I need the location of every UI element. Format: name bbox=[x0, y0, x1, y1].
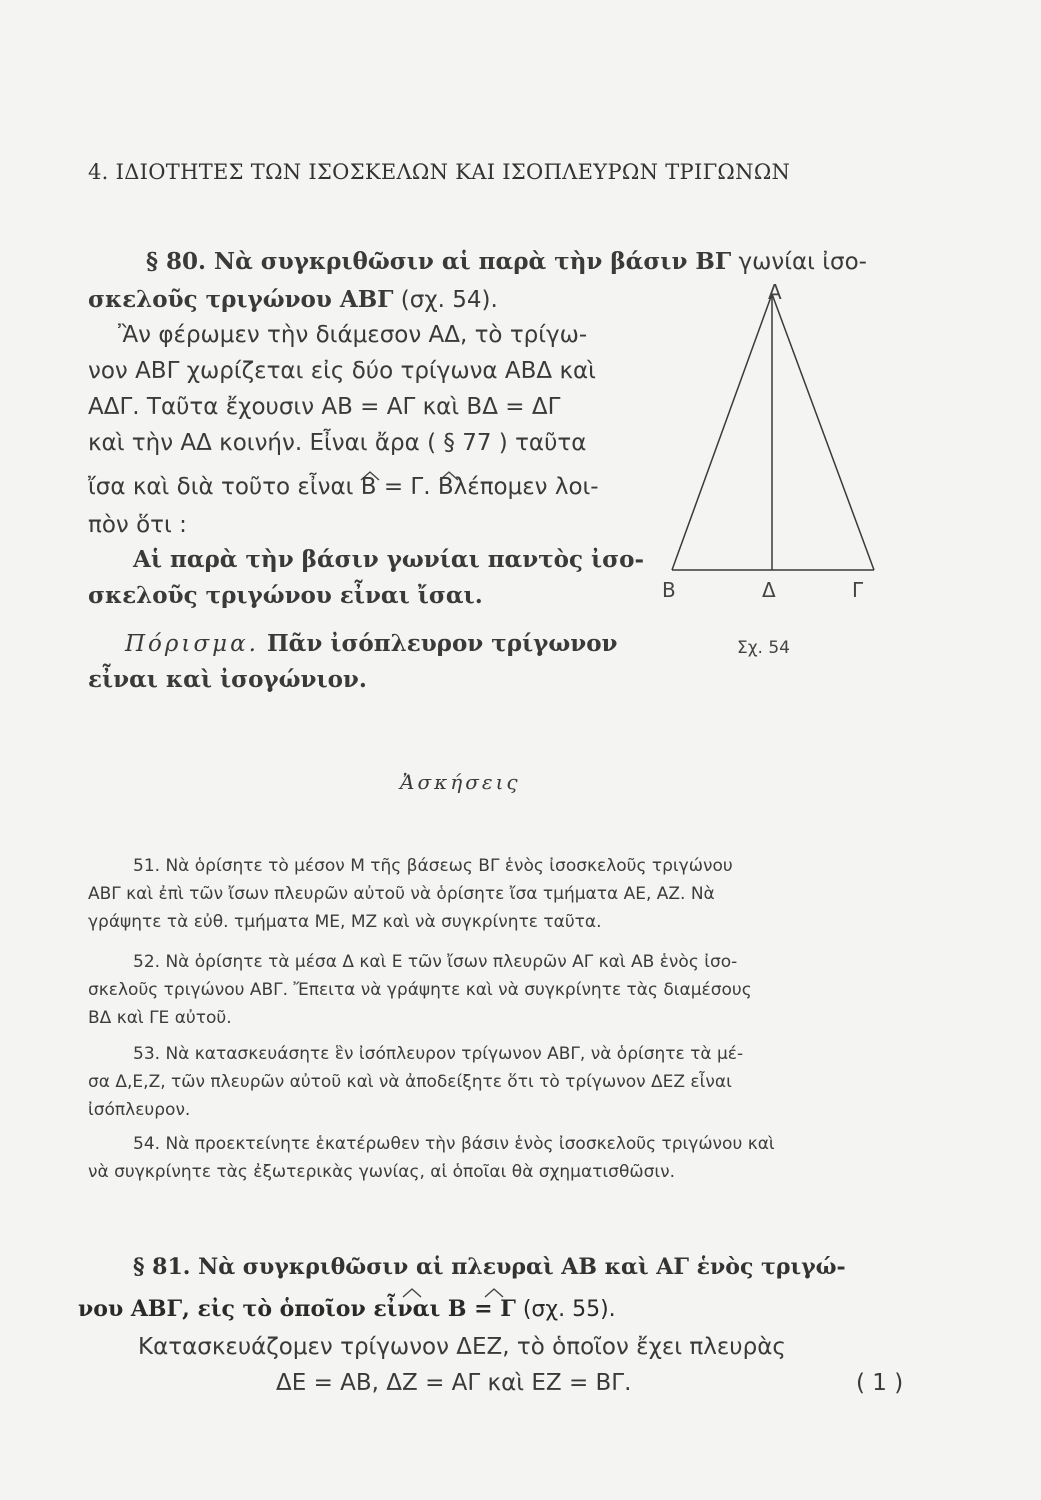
s81-line4: ΔΕ = ΑΒ, ΔΖ = ΑΓ καὶ ΕΖ = ΒΓ. bbox=[276, 1370, 632, 1396]
s80-p1: Ἂν φέρωμεν τὴν διάμεσον ΑΔ, τὸ τρίγω- bbox=[118, 322, 588, 348]
s81-line2c: (σχ. 55). bbox=[515, 1297, 616, 1322]
vertex-D: Δ bbox=[762, 578, 776, 602]
ex54-line2: νὰ συγκρίνητε τὰς ἐξωτερικὰς γωνίας, αἱ ὁποῖαι θὰ σχηματισθῶσιν. bbox=[88, 1162, 676, 1182]
vertex-B: Β bbox=[662, 578, 676, 602]
equation-number: ( 1 ) bbox=[856, 1370, 904, 1396]
porisma-label: Πόρισμα. bbox=[125, 631, 259, 657]
section-heading: 4. ΙΔΙΟΤΗΤΕΣ ΤΩΝ ΙΣΟΣΚΕΛΩΝ ΚΑΙ ΙΣΟΠΛΕΥΡΩΝ ΤΡΙΓΩΝΩΝ bbox=[88, 160, 791, 184]
ex52-line1: 52. Νὰ ὁρίσητε τὰ μέσα Δ καὶ Ε τῶν ἴσων πλευρῶν ΑΓ καὶ ΑΒ ἑνὸς ἰσο- bbox=[133, 952, 738, 972]
porisma-line1 bbox=[125, 630, 618, 657]
ex53-line1: 53. Νὰ κατασκευάσητε ἓν ἰσόπλευρον τρίγωνον ΑΒΓ, νὰ ὁρίσητε τὰ μέ- bbox=[133, 1044, 744, 1064]
s80-line1 bbox=[146, 248, 867, 275]
s80-p5c: . Βλέπομεν λοι- bbox=[423, 474, 599, 500]
s80-p2: νον ΑΒΓ χωρίζεται εἰς δύο τρίγωνα ΑΒΔ καὶ bbox=[88, 358, 596, 384]
s80-p5 bbox=[88, 474, 599, 500]
s81-line1: § 81. Νὰ συγκριθῶσιν αἱ πλευραὶ ΑΒ καὶ ΑΓ ἑνὸς τριγώ- bbox=[133, 1254, 846, 1280]
figure-54-triangle bbox=[660, 280, 900, 620]
s80-p3: ΑΔΓ. Ταῦτα ἔχουσιν ΑΒ = ΑΓ καὶ ΒΔ = ΔΓ bbox=[88, 394, 561, 420]
s81-angles-eq: Β = Γ bbox=[447, 1296, 516, 1322]
s80-p4: καὶ τὴν ΑΔ κοινήν. Εἶναι ἄρα ( § 77 ) ταῦτα bbox=[88, 430, 587, 456]
s81-line2a: νου ΑΒΓ, εἰς τὸ ὁποῖον εἶναι bbox=[78, 1296, 448, 1322]
ex53-line2: σα Δ,Ε,Ζ, τῶν πλευρῶν αὐτοῦ καὶ νὰ ἀποδείξητε ὅτι τὸ τρίγωνον ΔΕΖ εἶναι bbox=[88, 1072, 732, 1092]
ex52-line3: ΒΔ καὶ ΓΕ αὐτοῦ. bbox=[88, 1008, 232, 1028]
exercises-title: Ἀσκήσεις bbox=[400, 770, 521, 794]
vertex-A: Α bbox=[768, 280, 782, 304]
s80-title2-rest: (σχ. 54). bbox=[393, 287, 498, 313]
ex51-line1: 51. Νὰ ὁρίσητε τὸ μέσον Μ τῆς βάσεως ΒΓ ἑνὸς ἰσοσκελοῦς τριγώνου bbox=[133, 856, 733, 876]
vertex-G: Γ bbox=[852, 578, 864, 602]
ex52-line2: σκελοῦς τριγώνου ΑΒΓ. Ἔπειτα νὰ γράψητε καὶ νὰ συγκρίνητε τὰς διαμέσους bbox=[88, 980, 752, 1000]
s80-title-bold: § 80. Νὰ συγκριθῶσιν αἱ παρὰ τὴν βάσιν ΒΓ bbox=[146, 248, 732, 275]
s81-line3: Κατασκευάζομεν τρίγωνον ΔΕΖ, τὸ ὁποῖον ἔχει πλευρὰς bbox=[138, 1334, 786, 1360]
s80-angles-eq: Β = Γ bbox=[360, 474, 424, 500]
theorem-line2: σκελοῦς τριγώνου εἶναι ἴσαι. bbox=[88, 582, 483, 609]
s80-title-rest: γωνίαι ἰσο- bbox=[731, 249, 867, 275]
porisma-line2: εἶναι καὶ ἰσογώνιον. bbox=[88, 666, 367, 693]
ex51-line2: ΑΒΓ καὶ ἐπὶ τῶν ἴσων πλευρῶν αὐτοῦ νὰ ὁρίσητε ἴσα τμήματα ΑΕ, ΑΖ. Νὰ bbox=[88, 884, 715, 904]
ex51-line3: γράψητε τὰ εὐθ. τμήματα ΜΕ, ΜΖ καὶ νὰ συγκρίνητε ταῦτα. bbox=[88, 912, 602, 932]
figure-caption: Σχ. 54 bbox=[737, 638, 791, 658]
s81-line2 bbox=[78, 1296, 616, 1322]
s80-title2-bold: σκελοῦς τριγώνου ΑΒΓ bbox=[88, 286, 394, 313]
theorem-line1: Αἱ παρὰ τὴν βάσιν γωνίαι παντὸς ἰσο- bbox=[133, 546, 645, 573]
ex53-line3: ἰσόπλευρον. bbox=[88, 1100, 191, 1120]
ex54-line1: 54. Νὰ προεκτείνητε ἑκατέρωθεν τὴν βάσιν ἑνὸς ἰσοσκελοῦς τριγώνου καὶ bbox=[133, 1134, 775, 1154]
s80-line2 bbox=[88, 286, 498, 313]
s80-p6: πὸν ὅτι : bbox=[88, 512, 187, 538]
porisma-text1: Πᾶν ἰσόπλευρον τρίγωνον bbox=[258, 630, 618, 657]
s80-p5a: ἴσα καὶ διὰ τοῦτο εἶναι bbox=[88, 474, 361, 500]
